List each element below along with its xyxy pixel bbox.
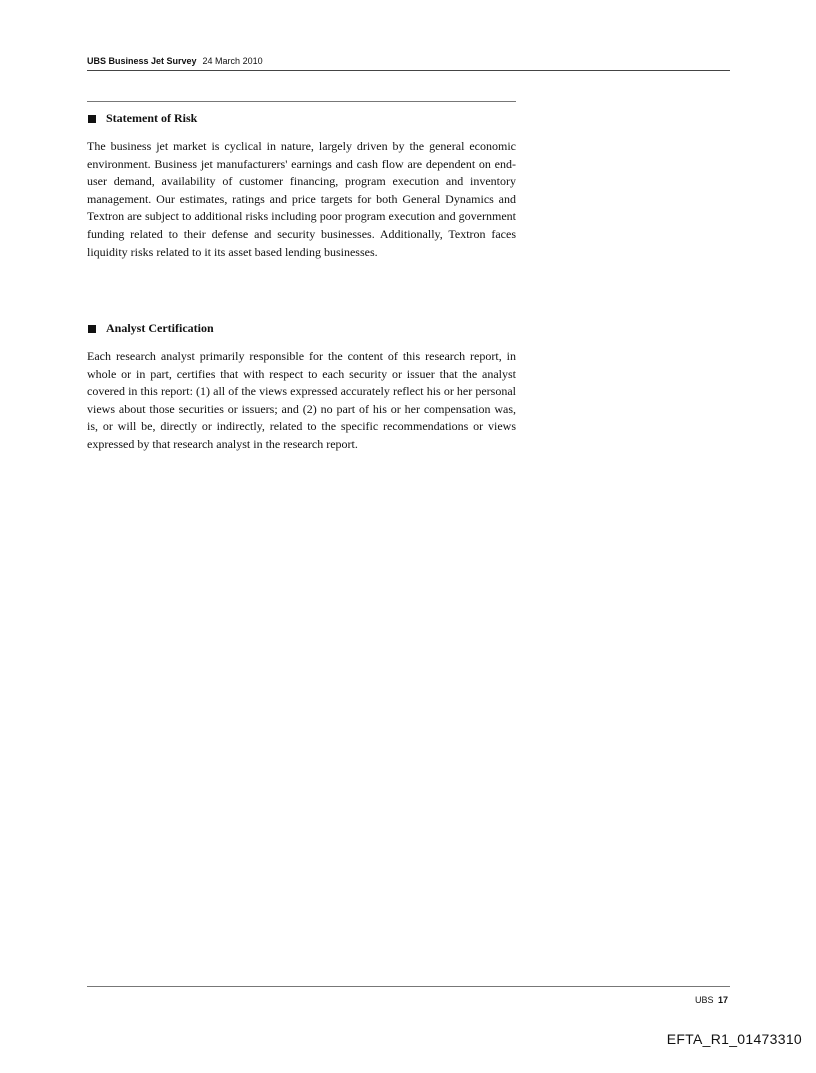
square-bullet-icon	[88, 115, 96, 123]
publication-date: 24 March 2010	[202, 56, 263, 66]
running-header	[87, 55, 730, 71]
document-id: EFTA_R1_01473310	[666, 1031, 802, 1047]
section-heading	[87, 110, 516, 126]
page-footer	[695, 994, 728, 1006]
footer-brand: UBS	[694, 995, 714, 1005]
section-heading	[87, 320, 516, 336]
statement-of-risk-section	[87, 110, 516, 261]
publication-title: UBS Business Jet Survey	[87, 56, 197, 66]
section-heading-text: Statement of Risk	[106, 111, 198, 125]
header-divider	[87, 70, 730, 71]
footer-divider	[87, 986, 730, 987]
page-number: 17	[717, 995, 728, 1005]
square-bullet-icon	[88, 325, 96, 333]
section-divider	[87, 101, 516, 102]
section-body: The business jet market is cyclical in nature, largely driven by the general economic environment. Business jet manufacturers' earnings and cash flow are dependent on end-user demand, availability of customer financing, program execution and inventory management. Our estimates, ratings and price targets for both General Dynamics and Textron are subject to additional risks including poor program execution and government funding related to their defense and security businesses. Additionally, Textron faces liquidity risks related to it its asset based lending businesses.	[87, 139, 516, 259]
section-body: Each research analyst primarily responsible for the content of this research report, in whole or in part, certifies that with respect to each security or issuer that the analyst covered in this report: (1) all of the views expressed accurately reflect his or her personal views about those securities or issuers; and (2) no part of his or her compensation was, is, or will be, directly or indirectly, related to the specific recommendations or views expressed by that research analyst in the research report.	[87, 349, 516, 451]
analyst-certification-section	[87, 320, 516, 454]
section-heading-text: Analyst Certification	[106, 321, 214, 335]
